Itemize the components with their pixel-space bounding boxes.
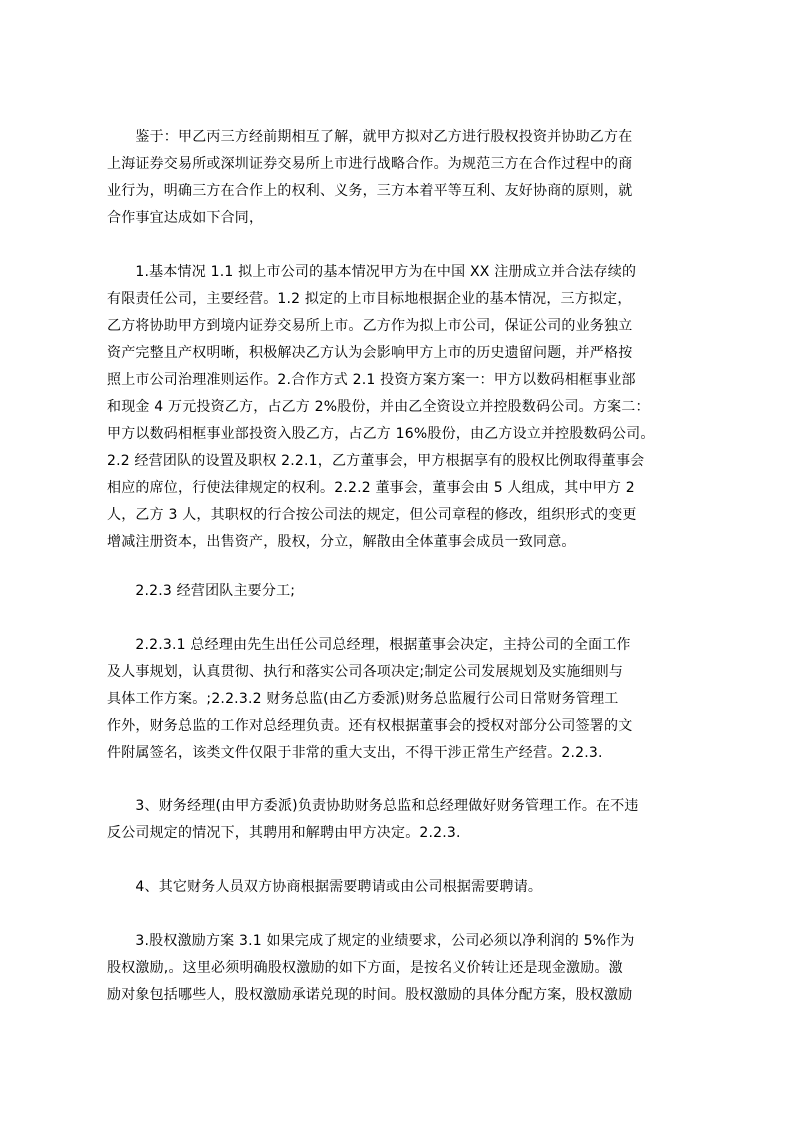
text-line: 增减注册资本，出售资产，股权，分立，解散由全体董事会成员一致同意。: [107, 534, 576, 550]
text-line: 人，乙方 3 人，其职权的行合按公司法的规定，但公司章程的修改，组织形式的变更: [107, 507, 637, 523]
text-line: 鉴于：甲乙丙三方经前期相互了解，就甲方拟对乙方进行股权投资并协助乙方在: [107, 129, 633, 145]
paragraph-basic-info: [107, 259, 697, 556]
text-line: 件附属签名，该类文件仅限于非常的重大支出，不得干涉正常生产经营。2.2.3.: [107, 745, 603, 761]
text-line: 照上市公司治理准则运作。2.合作方式 2.1 投资方案方案一：甲方以数码相框事业部: [107, 372, 636, 388]
text-line: 乙方将协助甲方到境内证券交易所上市。乙方作为拟上市公司，保证公司的业务独立: [107, 318, 633, 334]
text-line: 励对象包括哪些人，股权激励承诺兑现的时间。股权激励的具体分配方案，股权激励: [107, 987, 633, 1003]
text-line: 资产完整且产权明晰，积极解决乙方认为会影响甲方上市的历史遗留问题，并严格按: [107, 345, 633, 361]
text-line: 具体工作方案。;2.2.3.2 财务总监(由乙方委派)财务总监履行公司日常财务管理工: [107, 691, 619, 707]
text-line: 有限责任公司，主要经营。1.2 拟定的上市目标地根据企业的基本情况，三方拟定，: [107, 291, 632, 307]
paragraph-general-manager: [107, 632, 697, 767]
text-line: 作外，财务总监的工作对总经理负责。还有权根据董事会的授权对部分公司签署的文: [107, 718, 633, 734]
paragraph-finance-manager: [107, 793, 697, 847]
paragraph-other-finance-staff: [107, 874, 697, 901]
text-line: 股权激励,。这里必须明确股权激励的如下方面，是按名义价转让还是现金激励。激: [107, 960, 623, 976]
text-line: 反公司规定的情况下，其聘用和解聘由甲方决定。2.2.3.: [107, 825, 461, 841]
text-line: 3、财务经理(由甲方委派)负责协助财务总监和总经理做好财务管理工作。在不违: [107, 798, 639, 814]
text-line: 上海证券交易所或深圳证券交易所上市进行战略合作。为规范三方在合作过程中的商: [107, 156, 633, 172]
text-line: 3.股权激励方案 3.1 如果完成了规定的业绩要求，公司必须以净利润的 5%作为: [107, 933, 635, 949]
text-line: 相应的席位，行使法律规定的权利。2.2.2 董事会，董事会由 5 人组成，其中甲方 2: [107, 480, 635, 496]
text-line: 和现金 4 万元投资乙方，占乙方 2%股份，并由乙全资设立并控股数码公司。方案二：: [107, 399, 650, 415]
paragraph-preamble: [107, 124, 697, 232]
text-line: 2.2.3.1 总经理由先生出任公司总经理，根据董事会决定，主持公司的全面工作: [107, 637, 631, 653]
paragraph-equity-incentive: [107, 928, 697, 1009]
text-line: 及人事规划，认真贯彻、执行和落实公司各项决定;制定公司发展规划及实施细则与: [107, 664, 624, 680]
paragraph-team-division-heading: [107, 578, 697, 605]
text-line: 2.2.3 经营团队主要分工;: [107, 583, 296, 599]
text-line: 4、其它财务人员双方协商根据需要聘请或由公司根据需要聘请。: [107, 879, 543, 895]
text-line: 2.2 经营团队的设置及职权 2.2.1，乙方董事会，甲方根据享有的股权比例取得董事会: [107, 453, 645, 469]
text-line: 业行为，明确三方在合作上的权利、义务，三方本着平等互利、友好协商的原则，就: [107, 183, 633, 199]
text-line: 1.基本情况 1.1 拟上市公司的基本情况甲方为在中国 XX 注册成立并合法存续的: [107, 264, 637, 280]
text-line: 甲方以数码相框事业部投资入股乙方，占乙方 16%股份，由乙方设立并控股数码公司。: [107, 426, 655, 442]
text-line: 合作事宜达成如下合同，: [107, 210, 264, 226]
